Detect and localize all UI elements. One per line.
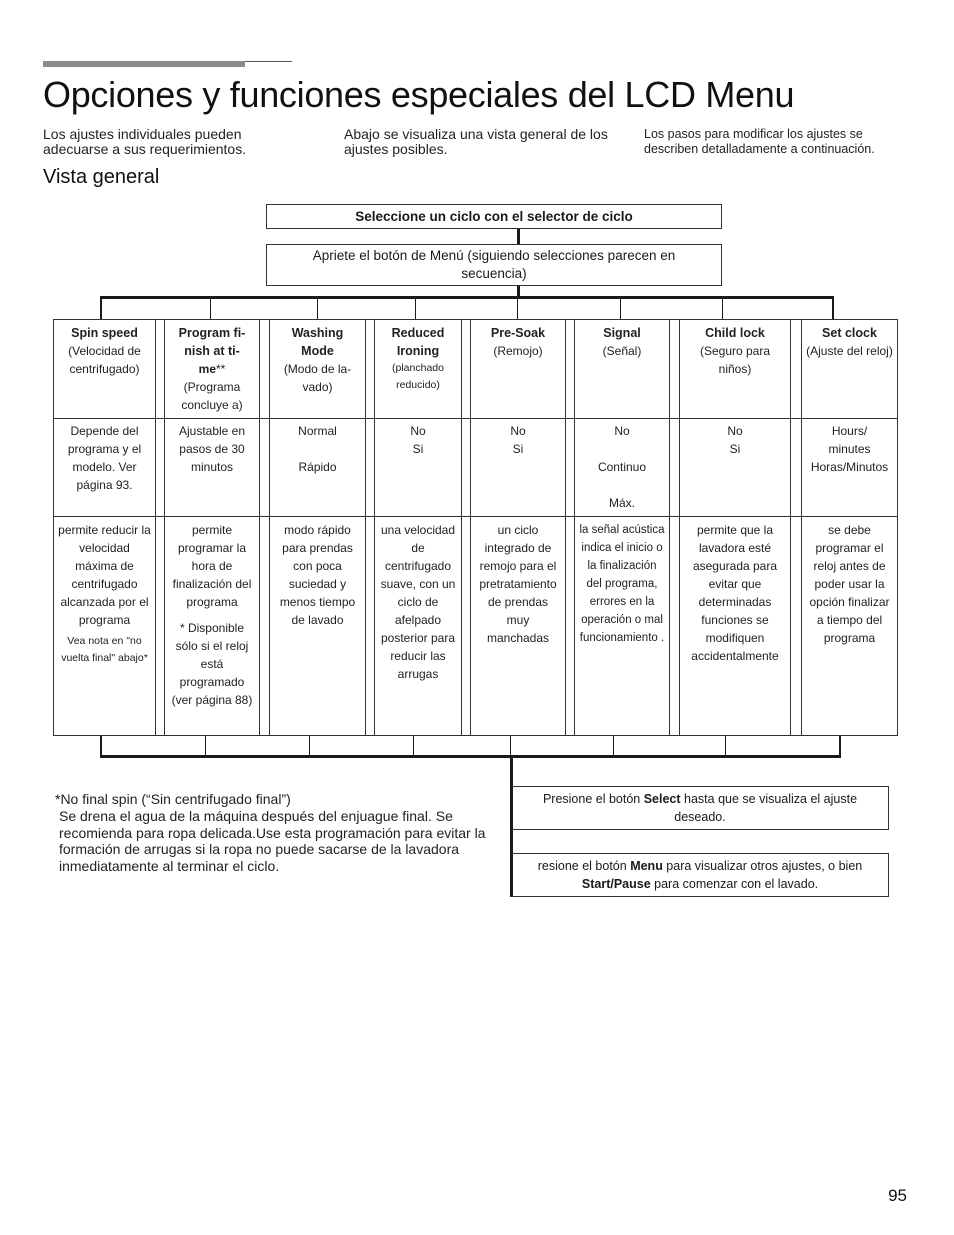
flow-tick [100,736,102,756]
option-description: la señal acústica indica el inicio o la finalización del programa, errores en la operación o mal funcionamiento . [579,524,665,644]
option-values: Ajustable en pasos de 30 minutos [178,424,246,474]
flow-tick [722,296,723,319]
option-note: Vea nota en "no vuelta final" abajo* [61,635,148,664]
flow-tick [413,736,414,756]
option-subtitle: (Seguro para niños) [699,344,771,376]
option-column-set-clock [801,319,898,736]
option-value: Rápido [298,460,337,474]
footnote-body: Se drena el agua de la máquina después del enjuague final. Se recomienda para ropa delicada.Use esta programación para evitar la formación de arrugas si la ropa no puede sacarse de la lavadora inmediatamente al terminar el ciclo. [59,808,486,874]
option-subtitle: (Ajuste del reloj) [806,344,893,358]
option-value: Normal [298,424,337,438]
flow-step-select-cycle: Seleccione un ciclo con el selector de ciclo [266,204,722,229]
instruction-text: Presione el botón [542,792,644,806]
option-description: modo rápido para prendas con poca suciedad y menos tiempo de lavado [279,523,356,627]
flow-tick [620,296,621,319]
option-description: permite programar la hora de finalización del programa [172,523,252,609]
flow-bus-bottom [100,755,841,758]
option-subtitle: (Programa concluye a) [181,380,243,412]
option-column-washing-mode [269,319,366,736]
option-column-program-finish [164,319,260,736]
instruction-text: para visualizar otros ajustes, o bien [662,859,863,873]
option-value: No [727,424,743,438]
option-subtitle: (Señal) [602,344,642,358]
intro-text-1: Los ajustes individuales pueden adecuarse a sus requerimientos. [43,126,247,157]
flow-tick [517,296,518,319]
flow-tick [832,296,834,319]
instruction-text: hasta que se visualiza el ajuste deseado. [674,792,858,824]
flow-tick [415,296,416,319]
flow-tick [317,296,318,319]
page-number: 95 [888,1186,907,1205]
section-title: Vista general [43,166,160,188]
flow-tick [839,736,841,756]
intro-text-3: Los pasos para modificar los ajustes se describen detalladamente a continuación. [644,127,875,156]
option-title: Pre-Soak [490,326,546,340]
option-value: No [510,424,526,438]
option-value: Si [729,442,741,456]
option-value: minutes [828,442,871,456]
option-title: Washing Mode [291,326,344,358]
header-accent-bar [43,61,245,67]
option-subtitle: (planchado reducido) [392,362,444,391]
page-title: Opciones y funciones especiales del LCD Menu [43,74,795,115]
option-description: se debe programar el reloj antes de poder usar la opción finalizar a tiempo del programa [809,523,890,645]
option-description: permite reducir la velocidad máxima de centrifugado alcanzada por el programa [58,523,151,627]
option-title: Signal [603,326,641,340]
intro-text-2: Abajo se visualiza una vista general de los ajustes posibles. [344,126,608,157]
option-title-line: Program fi- [178,326,246,340]
option-title-line: me [198,362,216,376]
header-rule [245,61,292,62]
option-subtitle: (Modo de la-vado) [283,362,352,394]
menu-button-label: Menu [630,859,663,873]
footnote-heading: *No final spin (“Sin centrifugado final”) [55,791,291,807]
option-title-mark: ** [216,362,226,376]
flow-tick [725,736,726,756]
option-title-line: nish at ti- [184,344,240,358]
option-value: Si [512,442,524,456]
option-column-reduced-ironing [374,319,462,736]
option-title: Set clock [822,326,877,340]
flow-tick [210,296,211,319]
option-title: Spin speed [71,326,138,340]
option-subtitle: (Remojo) [493,344,543,358]
option-value: Si [412,442,424,456]
option-value: No [614,424,630,438]
option-values: Depende del programa y el modelo. Ver página 93. [67,424,142,492]
flow-tick [100,296,102,319]
option-value: Hours/ [831,424,868,438]
flow-tick [205,736,206,756]
option-title: Reduced Ironing [391,326,445,358]
option-value: Continuo [597,460,647,474]
option-description: permite que la lavadora esté asegurada para evitar que determinadas funciones se modifiquen accidentalmente [691,523,779,663]
option-description: un ciclo integrado de remojo para el pretratamiento de prendas muy manchadas [479,523,557,645]
instruction-menu-start [510,853,889,897]
option-value: Horas/Minutos [810,460,889,474]
option-column-child-lock [679,319,791,736]
option-column-pre-soak [470,319,566,736]
instruction-select [510,786,889,830]
option-description: una velocidad de centrifugado suave, con un ciclo de afelpado posterior para reducir las arrugas [380,523,456,681]
option-value: No [410,424,426,438]
select-button-label: Select [643,792,681,806]
flow-tick [510,736,511,756]
option-value: Máx. [608,496,635,510]
instruction-text: resione el botón [537,859,631,873]
flow-step-press-menu: Apriete el botón de Menú (siguiendo selecciones parecen en secuencia) [266,244,722,286]
flow-tick [613,736,614,756]
instruction-text: para comenzar con el lavado. [650,877,819,891]
option-subtitle: (Velocidad de centrifugado) [68,344,141,376]
option-note: * Disponible sólo si el reloj está programado (ver página 88) [171,621,253,707]
flow-connector [517,229,520,244]
option-column-spin-speed [53,319,156,736]
flow-tick [309,736,310,756]
option-title: Child lock [705,326,765,340]
start-pause-button-label: Start/Pause [581,877,651,891]
option-column-signal [574,319,670,736]
